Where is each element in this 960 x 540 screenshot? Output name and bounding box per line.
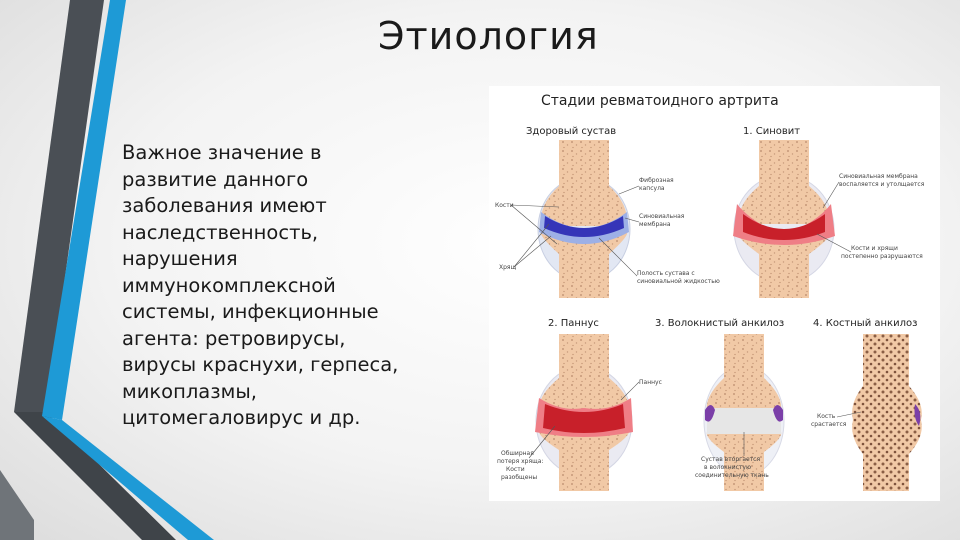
label-bones: Кости (495, 202, 514, 209)
label-capsule-2: капсула (639, 185, 665, 192)
label-cavity-1: Полость сустава с (637, 270, 695, 277)
label-destroy-2: постепенно разрушаются (841, 253, 923, 260)
label-bone-fuse-2: срастается (811, 421, 847, 428)
label-loss-1: Обширная (501, 450, 534, 457)
ra-stages-illustration (489, 86, 940, 501)
label-capsule-1: Фиброзная (639, 177, 674, 184)
ra-stages-figure (489, 86, 940, 501)
panel-label-healthy: Здоровый сустав (526, 126, 617, 137)
label-synovial-1: Синовиальная (639, 213, 685, 220)
healthy-joint (538, 140, 630, 298)
body-line: наследственность, (122, 220, 319, 244)
body-line: системы, инфекционные (122, 300, 379, 323)
body-line: нарушения (122, 247, 238, 270)
gray-stripe (0, 470, 34, 540)
body-line: цитомегаловирус и др. (122, 406, 361, 429)
body-line: вирусы краснухи, герпеса, (122, 353, 399, 376)
label-synovial-inflamed-2: воспаляется и утолщается (839, 181, 925, 188)
label-loss-4: разобщены (501, 474, 538, 481)
label-synovial-2: мембрана (639, 221, 671, 228)
body-line: микоплазмы, (122, 379, 257, 403)
panel-label-bony: 4. Костный анкилоз (813, 318, 918, 329)
pannus-joint (535, 334, 633, 491)
panel-label-pannus: 2. Паннус (548, 318, 599, 329)
label-destroy-1: Кости и хрящи (851, 245, 898, 252)
label-bone-fuse-1: Кость (817, 413, 836, 420)
figure-title: Стадии ревматоидного артрита (541, 93, 779, 109)
panel-label-fibrous: 3. Волокнистый анкилоз (655, 318, 785, 329)
label-fibrous-2: в волокнистую (704, 464, 751, 471)
label-cavity-2: синовиальной жидкостью (637, 278, 720, 285)
body-paragraph (122, 140, 472, 432)
label-cartilage: Хрящ (499, 264, 517, 271)
body-line: иммунокомплексной (122, 273, 336, 297)
label-loss-2: потеря хряща: (497, 458, 544, 465)
bony-joint (852, 334, 922, 491)
body-line: развитие данного (122, 167, 309, 191)
body-line: агента: ретровирусы, (122, 326, 346, 350)
synovitis-joint (733, 140, 835, 298)
label-pannus: Паннус (639, 379, 662, 386)
panel-label-synovitis: 1. Синовит (743, 126, 801, 137)
label-fibrous-3: соединительную ткань (695, 472, 769, 479)
label-synovial-inflamed-1: Синовиальная мембрана (839, 173, 918, 180)
body-line: Важное значение в (122, 141, 322, 164)
label-fibrous-1: Сустав вторгается (701, 456, 761, 463)
slide-title: Этиология (378, 14, 599, 58)
label-loss-3: Кости (506, 466, 525, 473)
body-line: заболевания имеют (122, 194, 327, 217)
